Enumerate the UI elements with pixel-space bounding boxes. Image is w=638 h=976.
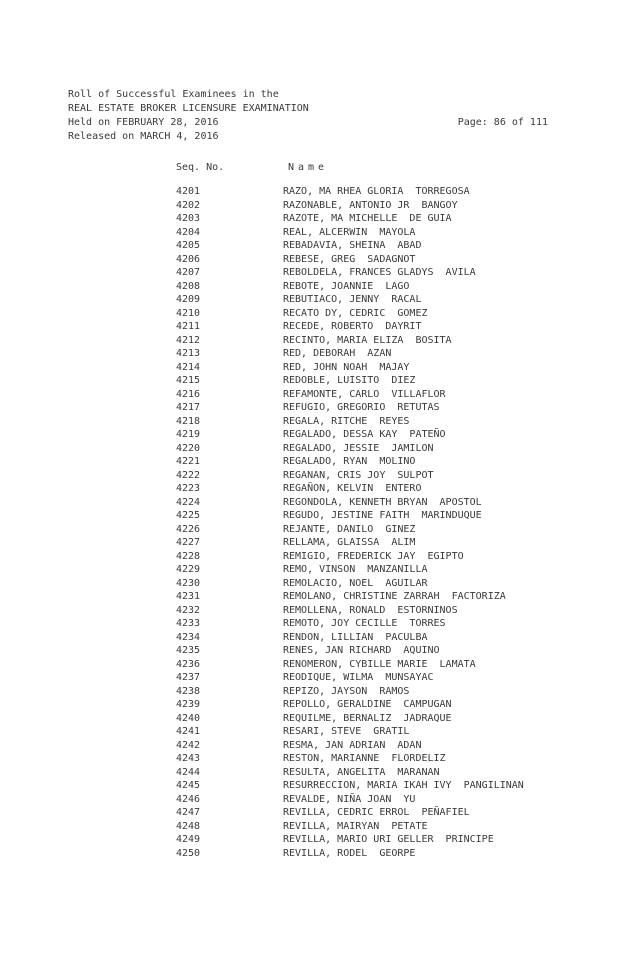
examinee-list [176, 185, 616, 860]
list-item [176, 847, 616, 861]
examinee-name: REMIGIO, FREDERICK JAY EGIPTO [283, 550, 464, 562]
examinee-name: REBESE, GREG SADAGNOT [283, 253, 416, 265]
name-header: Name [288, 162, 329, 173]
seq-number: 4220 [176, 442, 201, 454]
seq-number: 4225 [176, 510, 201, 521]
list-item [176, 388, 616, 402]
seq-number: 4244 [176, 766, 201, 778]
list-item [176, 455, 616, 469]
list-item [176, 496, 616, 510]
list-item [176, 725, 616, 739]
list-item [176, 793, 616, 807]
examinee-name: REFUGIO, GREGORIO RETUTAS [283, 402, 440, 413]
seq-number: 4239 [176, 699, 201, 710]
examinee-name: REPOLLO, GERALDINE CAMPUGAN [283, 699, 452, 710]
list-item [176, 644, 616, 658]
list-item [176, 482, 616, 496]
seq-number: 4205 [176, 240, 201, 251]
list-item [176, 212, 616, 226]
seq-number: 4207 [176, 267, 201, 278]
examinee-name: REVILLA, CEDRIC ERROL PEÑAFIEL [283, 807, 470, 818]
list-item [176, 226, 616, 240]
seq-number: 4236 [176, 658, 201, 670]
page-number: Page: 86 of 111 [457, 117, 548, 128]
list-item [176, 833, 616, 847]
list-item [176, 442, 616, 456]
examinee-name: RECEDE, ROBERTO DAYRIT [283, 321, 422, 332]
list-item [176, 253, 616, 267]
seq-number: 4215 [176, 375, 201, 386]
seq-number: 4245 [176, 780, 201, 791]
released-date: Released on MARCH 4, 2016 [68, 131, 219, 142]
seq-number: 4210 [176, 307, 201, 319]
exam-title: REAL ESTATE BROKER LICENSURE EXAMINATION [68, 103, 309, 114]
examinee-name: REMOLLENA, RONALD ESTORNINOS [283, 604, 458, 616]
list-item [176, 469, 616, 483]
seq-number: 4241 [176, 726, 201, 737]
examinee-name: REAL, ALCERWIN MAYOLA [283, 226, 416, 238]
examinee-name: REGALA, RITCHE REYES [283, 415, 410, 427]
examinee-name: REGONDOLA, KENNETH BRYAN APOSTOL [283, 496, 482, 508]
examinee-name: REGALADO, DESSA KAY PATEÑO [283, 429, 446, 440]
list-item [176, 293, 616, 307]
seq-number: 4235 [176, 645, 201, 656]
list-item [176, 550, 616, 564]
seq-number: 4211 [176, 321, 201, 332]
seq-number: 4216 [176, 388, 201, 400]
list-item [176, 334, 616, 348]
seq-number: 4232 [176, 604, 201, 616]
seq-number: 4224 [176, 496, 201, 508]
held-row [68, 116, 548, 130]
examinee-name: REBADAVIA, SHEINA ABAD [283, 240, 422, 251]
examinee-name: REGANAN, CRIS JOY SULPOT [283, 469, 434, 481]
examinee-name: REVILLA, RODEL GEORPE [283, 847, 416, 859]
list-item [176, 658, 616, 672]
seq-number: 4226 [176, 523, 201, 535]
examinee-name: RECATO DY, CEDRIC GOMEZ [283, 307, 428, 319]
examinee-name: REVILLA, MARIO URI GELLER PRINCIPE [283, 834, 494, 845]
seq-number: 4223 [176, 483, 201, 494]
examinee-name: RENOMERON, CYBILLE MARIE LAMATA [283, 658, 476, 670]
list-item [176, 779, 616, 793]
list-item [176, 766, 616, 780]
seq-number: 4228 [176, 550, 201, 562]
examinee-name: REGAÑON, KELVIN ENTERO [283, 483, 422, 494]
column-headers [176, 161, 329, 175]
examinee-name: RAZO, MA RHEA GLORIA TORREGOSA [283, 186, 470, 197]
list-item [176, 631, 616, 645]
seq-number: 4208 [176, 280, 201, 292]
list-item [176, 604, 616, 618]
seq-number: 4203 [176, 213, 201, 224]
list-item [176, 685, 616, 699]
seq-number: 4248 [176, 820, 201, 832]
list-item [176, 361, 616, 375]
seq-number: 4227 [176, 537, 201, 548]
seq-number: 4204 [176, 226, 201, 238]
list-item [176, 536, 616, 550]
examinee-name: RESULTA, ANGELITA MARANAN [283, 766, 440, 778]
seq-number: 4247 [176, 807, 201, 818]
examinee-name: RENES, JAN RICHARD AQUINO [283, 645, 440, 656]
examinee-name: REBUTIACO, JENNY RACAL [283, 294, 422, 305]
examinee-name: RED, JOHN NOAH MAJAY [283, 361, 410, 373]
list-item [176, 577, 616, 591]
seq-number: 4209 [176, 294, 201, 305]
list-item [176, 523, 616, 537]
list-item [176, 698, 616, 712]
examinee-name: REBOTE, JOANNIE LAGO [283, 280, 410, 292]
examinee-name: REQUILME, BERNALIZ JADRAQUE [283, 712, 452, 724]
examinee-name: REMOTO, JOY CECILLE TORRES [283, 618, 446, 629]
examinee-name: REDOBLE, LUISITO DIEZ [283, 375, 416, 386]
seq-number: 4229 [176, 564, 201, 575]
seq-number: 4202 [176, 199, 201, 211]
seq-number: 4231 [176, 591, 201, 602]
seq-number: 4221 [176, 456, 201, 467]
seq-no-header: Seq. No. [176, 162, 225, 173]
seq-number: 4250 [176, 847, 201, 859]
examinee-name: RESARI, STEVE GRATIL [283, 726, 410, 737]
list-item [176, 509, 616, 523]
seq-number: 4230 [176, 577, 201, 589]
list-item [176, 617, 616, 631]
examinee-name: REFAMONTE, CARLO VILLAFLOR [283, 388, 446, 400]
examinee-name: REVILLA, MAIRYAN PETATE [283, 820, 428, 832]
seq-number: 4218 [176, 415, 201, 427]
examinee-name: RED, DEBORAH AZAN [283, 348, 392, 359]
seq-number: 4214 [176, 361, 201, 373]
seq-number: 4240 [176, 712, 201, 724]
examinee-name: REGUDO, JESTINE FAITH MARINDUQUE [283, 510, 482, 521]
roll-title: Roll of Successful Examinees in the [68, 89, 279, 100]
seq-number: 4246 [176, 793, 201, 805]
list-item [176, 590, 616, 604]
examinee-name: REGALADO, JESSIE JAMILON [283, 442, 434, 454]
seq-number: 4217 [176, 402, 201, 413]
examinee-name: RESURRECCION, MARIA IKAH IVY PANGILINAN [283, 780, 524, 791]
list-item [176, 266, 616, 280]
examinee-name: REMOLANO, CHRISTINE ZARRAH FACTORIZA [283, 591, 506, 602]
document-header [68, 88, 548, 144]
list-item [176, 401, 616, 415]
seq-number: 4201 [176, 186, 201, 197]
list-item [176, 563, 616, 577]
examinee-name: REGALADO, RYAN MOLINO [283, 456, 416, 467]
examinee-name: REJANTE, DANILO GINEZ [283, 523, 416, 535]
seq-number: 4234 [176, 631, 201, 643]
examinee-name: REPIZO, JAYSON RAMOS [283, 685, 410, 697]
seq-number: 4213 [176, 348, 201, 359]
list-item [176, 374, 616, 388]
seq-number: 4238 [176, 685, 201, 697]
examinee-name: REODIQUE, WILMA MUNSAYAC [283, 672, 434, 683]
list-item [176, 347, 616, 361]
examinee-name: REMOLACIO, NOEL AGUILAR [283, 577, 428, 589]
seq-number: 4233 [176, 618, 201, 629]
list-item [176, 415, 616, 429]
list-item [176, 806, 616, 820]
seq-number: 4206 [176, 253, 201, 265]
examinee-name: REMO, VINSON MANZANILLA [283, 564, 428, 575]
examinee-name: RAZOTE, MA MICHELLE DE GUIA [283, 213, 452, 224]
examinee-name: RENDON, LILLIAN PACULBA [283, 631, 428, 643]
seq-number: 4249 [176, 834, 201, 845]
examinee-name: RELLAMA, GLAISSA ALIM [283, 537, 416, 548]
list-item [176, 239, 616, 253]
list-item [176, 199, 616, 213]
seq-number: 4219 [176, 429, 201, 440]
list-item [176, 671, 616, 685]
seq-number: 4237 [176, 672, 201, 683]
list-item [176, 428, 616, 442]
held-date: Held on FEBRUARY 28, 2016 [68, 117, 219, 128]
seq-number: 4243 [176, 753, 201, 764]
list-item [176, 739, 616, 753]
list-item [176, 307, 616, 321]
list-item [176, 820, 616, 834]
seq-number: 4242 [176, 739, 201, 751]
examinee-name: RESMA, JAN ADRIAN ADAN [283, 739, 422, 751]
examinee-name: REVALDE, NIÑA JOAN YU [283, 793, 416, 805]
examinee-name: RECINTO, MARIA ELIZA BOSITA [283, 334, 452, 346]
seq-number: 4222 [176, 469, 201, 481]
examinee-name: RESTON, MARIANNE FLORDELIZ [283, 753, 446, 764]
seq-number: 4212 [176, 334, 201, 346]
list-item [176, 712, 616, 726]
examinee-name: REBOLDELA, FRANCES GLADYS AVILA [283, 267, 476, 278]
list-item [176, 752, 616, 766]
list-item [176, 185, 616, 199]
list-item [176, 280, 616, 294]
list-item [176, 320, 616, 334]
examinee-name: RAZONABLE, ANTONIO JR BANGOY [283, 199, 458, 211]
